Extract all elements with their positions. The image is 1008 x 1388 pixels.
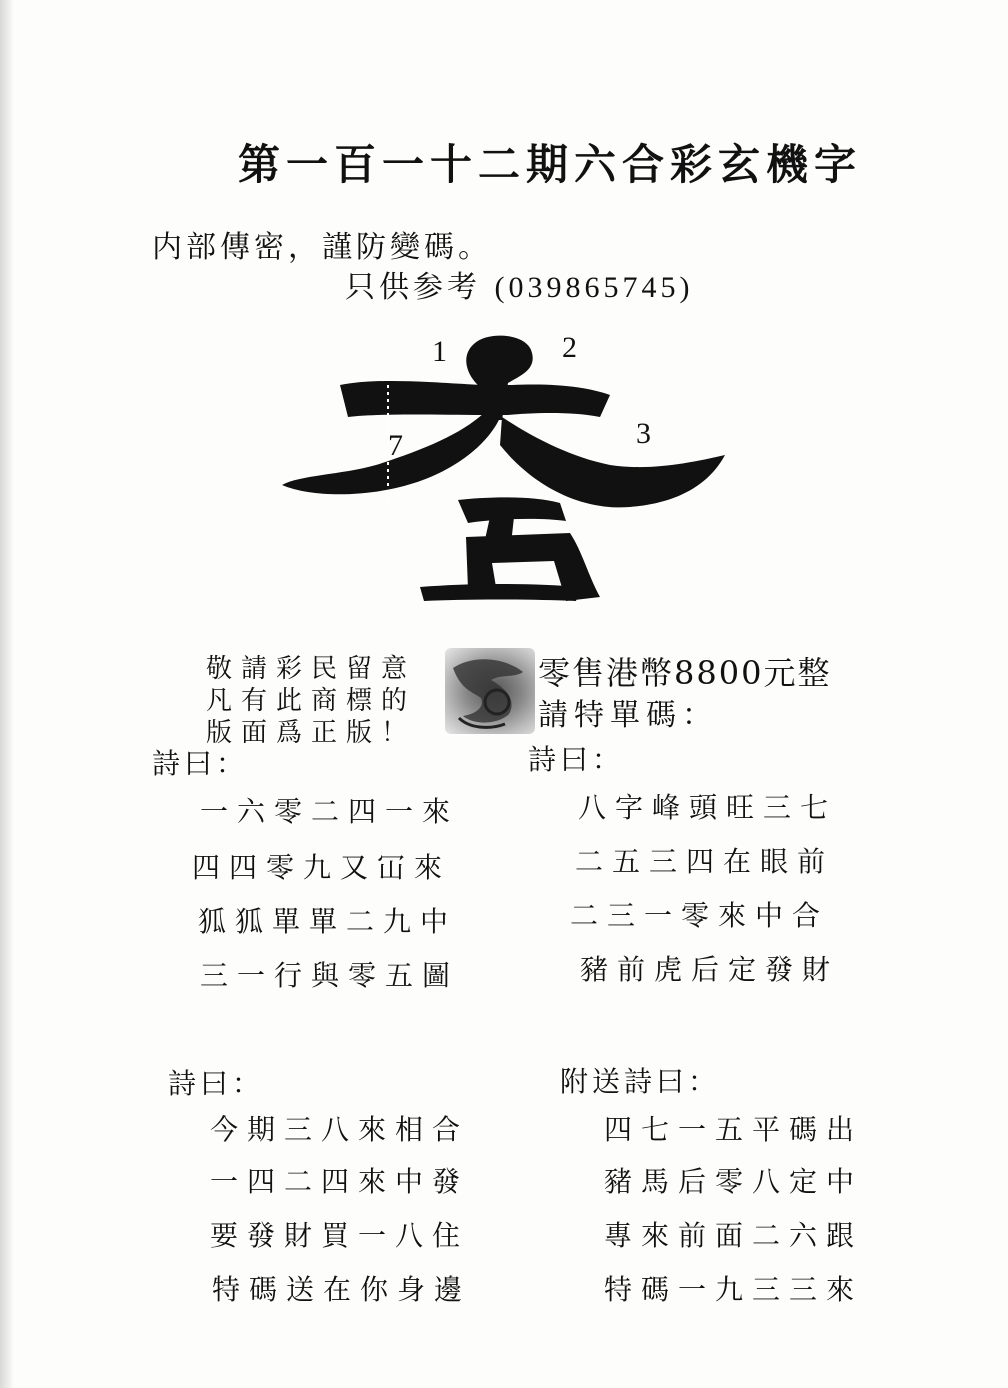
poem-1-line-1: 一六零二四一來 xyxy=(200,795,460,828)
reference-line xyxy=(345,262,694,306)
poem-1-line-3: 狐狐單單二九中 xyxy=(198,905,458,938)
special-number-label: 請特單碼： xyxy=(538,698,718,733)
glyph-marker-7: 7 xyxy=(388,429,403,462)
poem-1-line-4: 三一行與零五圖 xyxy=(200,959,460,992)
poem-2-heading: 詩曰： xyxy=(528,743,625,776)
poem-3-line-1: 今期三八來相合 xyxy=(210,1113,470,1146)
glyph-marker-2: 2 xyxy=(562,331,577,364)
glyph-lower-base xyxy=(420,584,580,601)
page-title: 第一百一十二期六合彩玄機字 xyxy=(238,140,863,189)
poem-4-line-4: 特碼一九三三來 xyxy=(604,1273,864,1306)
poem-3-heading: 詩曰： xyxy=(168,1067,265,1100)
poem-1-heading: 詩曰： xyxy=(152,747,249,780)
caution-line-1: 敬請彩民留意 xyxy=(205,654,416,684)
poem-3-line-3: 要發財買一八住 xyxy=(210,1219,470,1252)
poem-2-line-2: 二五三四在眼前 xyxy=(575,845,835,878)
confidential-notice: 内部傳密，謹防變碼。 xyxy=(152,230,492,265)
reference-code: (039865745) xyxy=(494,271,694,304)
poem-4-heading: 附送詩曰： xyxy=(560,1065,721,1098)
dragon-icon xyxy=(445,648,535,734)
poem-3-line-4: 特碼送在你身邊 xyxy=(212,1273,472,1306)
glyph-marker-3: 3 xyxy=(636,417,651,450)
puzzle-character xyxy=(270,325,740,605)
poem-4-line-2: 豬馬后零八定中 xyxy=(604,1165,864,1198)
scan-shadow xyxy=(0,0,14,1388)
poem-2-line-1: 八字峰頭旺三七 xyxy=(578,791,838,824)
poem-4-line-1: 四七一五平碼出 xyxy=(604,1113,864,1146)
trademark-seal xyxy=(445,648,535,734)
poem-2-line-4: 豬前虎后定發財 xyxy=(580,953,840,986)
caution-line-2: 凡有此商標的 xyxy=(205,686,416,716)
poem-2-line-3: 二三一零來中合 xyxy=(570,899,830,932)
glyph-right-sweep xyxy=(500,417,725,507)
poem-3-line-2: 一四二四來中發 xyxy=(210,1165,470,1198)
reference-label: 只供参考 xyxy=(345,270,481,305)
caution-line-3: 版面爲正版！ xyxy=(205,718,416,748)
poem-4-line-3: 專來前面二六跟 xyxy=(604,1219,864,1252)
price-text: 零售港幣8800元整 xyxy=(538,654,832,692)
glyph-marker-1: 1 xyxy=(432,335,447,368)
glyph-horizontal-bar xyxy=(340,381,610,417)
poem-1-line-2: 四四零九又冚來 xyxy=(192,851,452,884)
